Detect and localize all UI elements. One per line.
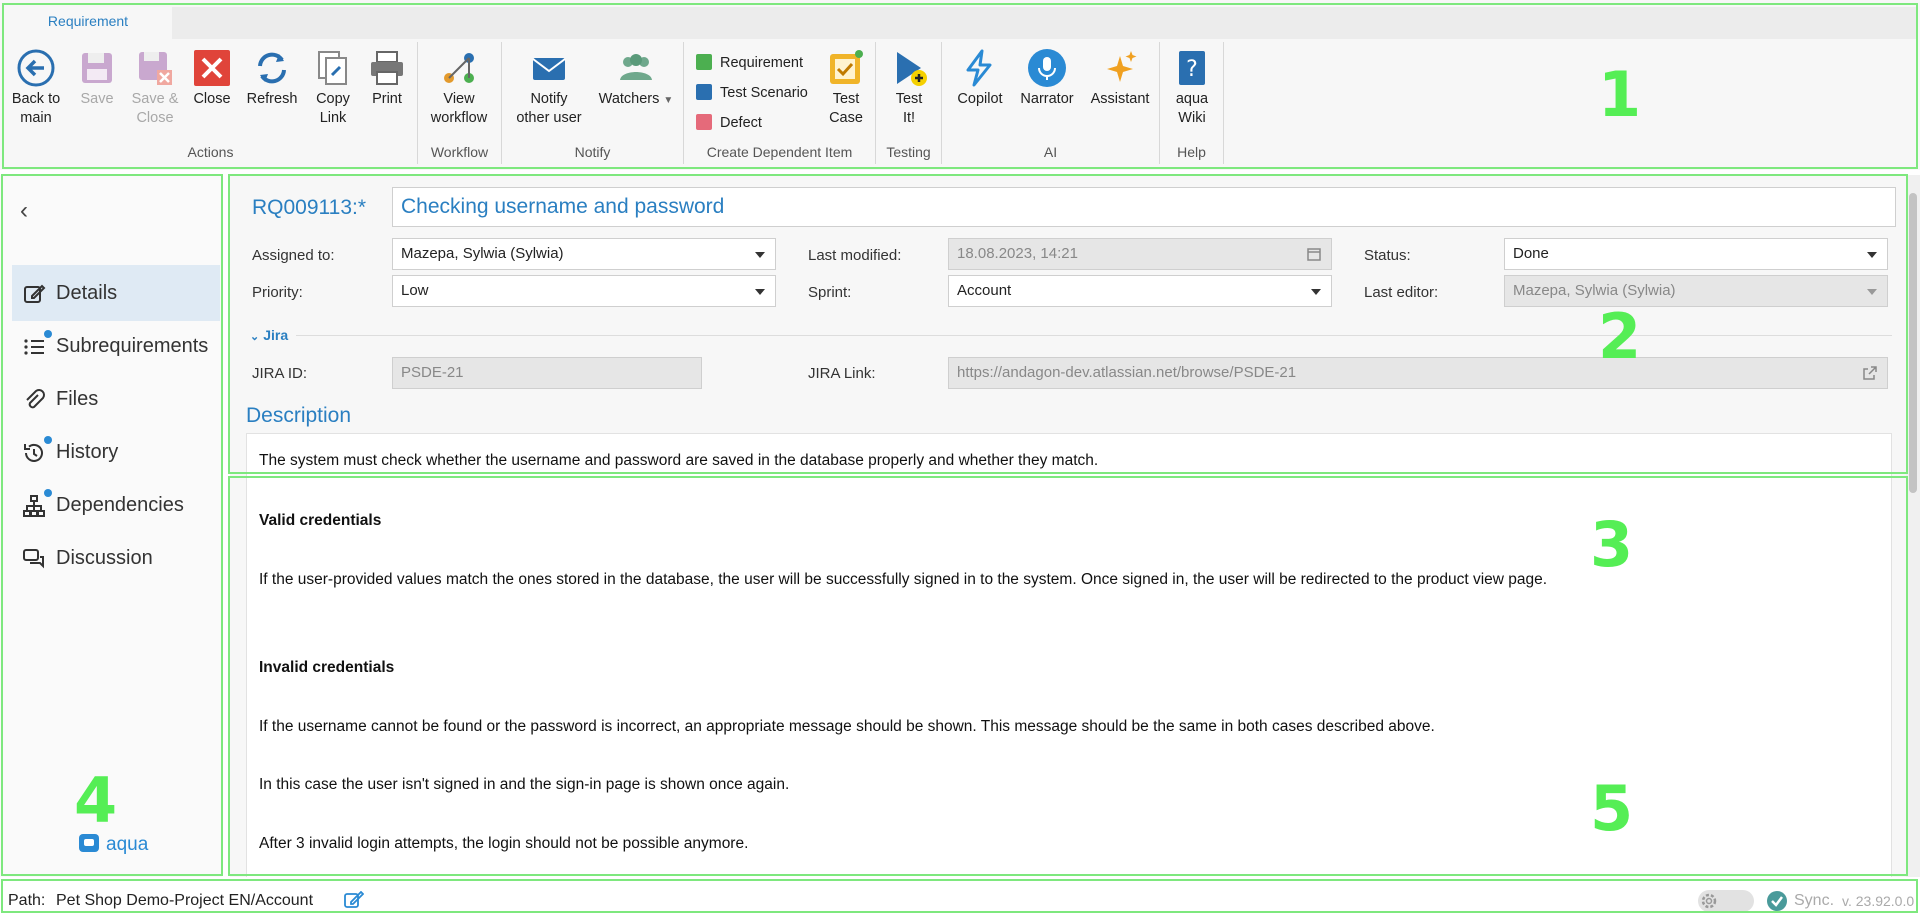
edit-icon xyxy=(22,282,46,306)
printer-icon xyxy=(367,48,407,88)
copy-link-button[interactable] xyxy=(310,48,356,128)
sprint-value: Account xyxy=(957,282,1012,299)
refresh-label: Refresh xyxy=(246,91,298,107)
group-workflow xyxy=(418,42,502,164)
requirement-icon xyxy=(696,54,712,70)
last-editor-label: Last editor: xyxy=(1364,284,1439,301)
sidebar-item-details[interactable] xyxy=(12,265,220,321)
group-help-label: Help xyxy=(1177,144,1206,160)
copilot-label: Copilot xyxy=(957,91,1003,107)
assigned-to-label: Assigned to: xyxy=(252,247,335,264)
sidebar-label-details: Details xyxy=(56,282,118,304)
sidebar-item-discussion[interactable] xyxy=(12,530,220,586)
envelope-icon xyxy=(529,48,569,88)
annotation-number-5: 5 xyxy=(1590,772,1634,845)
dropdown-caret-icon xyxy=(1311,289,1321,295)
test-case-icon xyxy=(826,48,866,88)
chat-icon xyxy=(22,547,46,571)
test-it-button[interactable] xyxy=(884,48,934,128)
copy-link-label-1: Copy xyxy=(316,91,350,107)
description-heading: Description xyxy=(246,404,352,427)
group-create-dependent-label: Create Dependent Item xyxy=(706,144,853,160)
dropdown-caret-icon xyxy=(755,252,765,258)
create-requirement-button[interactable] xyxy=(696,52,803,74)
notification-dot xyxy=(44,436,52,444)
chevron-down-icon: ▼ xyxy=(663,95,674,106)
jira-link-value: https://andagon-dev.atlassian.net/browse/PSDE-21 xyxy=(957,364,1297,381)
copy-link-icon xyxy=(313,48,353,88)
description-intro: The system must check whether the username and password are saved in the database properly and whether they match. xyxy=(259,452,1099,469)
invalid-credentials-text-3: After 3 invalid login attempts, the login should not be possible anymore. xyxy=(259,835,749,852)
narrator-button[interactable] xyxy=(1014,48,1080,109)
group-actions-label: Actions xyxy=(187,144,234,160)
group-actions xyxy=(4,42,418,164)
test-scenario-icon xyxy=(696,84,712,100)
watchers-icon xyxy=(616,48,656,88)
aqua-wiki-label-2: Wiki xyxy=(1178,110,1206,126)
version-label: v. 23.92.0.0 xyxy=(1842,893,1915,909)
history-icon xyxy=(22,441,46,465)
status-select[interactable] xyxy=(1504,238,1888,270)
priority-value: Low xyxy=(401,282,429,299)
save-close-icon xyxy=(135,48,175,88)
notify-other-user-button[interactable] xyxy=(510,48,588,128)
jira-id-label: JIRA ID: xyxy=(252,365,308,382)
chevron-down-icon: ⌄ xyxy=(250,331,260,343)
last-modified-value: 18.08.2023, 14:21 xyxy=(957,245,1078,262)
back-to-main-label-2: main xyxy=(20,110,52,126)
group-testing-label: Testing xyxy=(886,144,931,160)
scrollbar-thumb[interactable] xyxy=(1909,193,1917,493)
close-icon xyxy=(192,48,232,88)
help-book-icon xyxy=(1172,48,1212,88)
title-input[interactable]: Checking username and password xyxy=(392,187,1896,227)
save-close-label-2: Close xyxy=(136,110,174,126)
assistant-button[interactable] xyxy=(1086,48,1154,109)
sync-label: Sync. xyxy=(1794,892,1835,909)
assistant-label: Assistant xyxy=(1090,91,1150,107)
back-to-main-label-1: Back to xyxy=(11,91,61,107)
copilot-button[interactable] xyxy=(950,48,1010,109)
tab-requirement[interactable]: Requirement xyxy=(4,7,172,39)
jira-id-field: PSDE-21 xyxy=(392,357,702,389)
status-label: Status: xyxy=(1364,247,1411,264)
collapse-chevron-icon[interactable]: ‹ xyxy=(20,197,28,224)
dropdown-caret-icon xyxy=(755,289,765,295)
sprint-label: Sprint: xyxy=(808,284,852,301)
invalid-credentials-heading: Invalid credentials xyxy=(259,659,395,676)
group-testing xyxy=(876,42,942,164)
valid-credentials-heading: Valid credentials xyxy=(259,512,382,529)
vertical-scrollbar[interactable] xyxy=(1906,175,1920,877)
aqua-logo-text: aqua xyxy=(106,834,149,855)
back-arrow-icon xyxy=(16,48,56,88)
close-label: Close xyxy=(193,91,231,107)
view-workflow-label-2: workflow xyxy=(430,110,488,126)
workflow-icon xyxy=(439,48,479,88)
jira-link-label: JIRA Link: xyxy=(808,365,876,382)
lightning-icon xyxy=(960,48,1000,88)
group-workflow-label: Workflow xyxy=(430,144,489,160)
valid-credentials-text: If the user-provided values match the ones stored in the database, the user will be successfully signed in to the system. Once signed in, the user will be redirected to the product view page. xyxy=(259,571,1548,588)
details-panel xyxy=(230,175,1908,877)
path-label: Path: xyxy=(8,892,46,909)
jira-section-toggle[interactable] xyxy=(250,327,288,343)
invalid-credentials-text-2: In this case the user isn't signed in and the sign-in page is shown once again. xyxy=(259,776,790,793)
aqua-wiki-button[interactable] xyxy=(1168,48,1216,128)
save-button[interactable] xyxy=(74,48,120,109)
svg-text:?: ? xyxy=(1186,57,1198,82)
print-label: Print xyxy=(372,91,402,107)
watchers-button[interactable] xyxy=(594,48,678,110)
view-workflow-label-1: View xyxy=(443,91,475,107)
gear-icon xyxy=(1700,892,1718,910)
sprint-select[interactable] xyxy=(948,275,1332,307)
watchers-label: Watchers xyxy=(598,91,660,107)
play-icon xyxy=(889,48,929,88)
sidebar-label-files: Files xyxy=(56,388,99,410)
status-bar xyxy=(0,881,1920,915)
annotation-number-3: 3 xyxy=(1590,508,1634,581)
sidebar-item-subrequirements[interactable] xyxy=(12,318,220,374)
notify-label-1: Notify xyxy=(530,91,568,107)
sync-check-icon xyxy=(1766,890,1788,912)
create-defect-label: Defect xyxy=(720,115,762,131)
create-defect-button[interactable] xyxy=(696,112,762,134)
narrator-label: Narrator xyxy=(1020,91,1074,107)
sidebar-item-dependencies[interactable] xyxy=(12,477,220,533)
sidebar-label-subrequirements: Subrequirements xyxy=(56,335,209,357)
sidebar-item-files[interactable] xyxy=(12,371,220,427)
invalid-credentials-text-1: If the username cannot be found or the password is incorrect, an appropriate message should be shown. This message should be the same in both cases described above. xyxy=(259,718,1435,735)
save-icon xyxy=(77,48,117,88)
create-requirement-label: Requirement xyxy=(720,55,804,71)
description-editor[interactable] xyxy=(246,433,1892,877)
last-modified-label: Last modified: xyxy=(808,247,902,264)
sidebar-label-dependencies: Dependencies xyxy=(56,494,184,516)
sparkles-icon xyxy=(1100,48,1140,88)
test-case-label-1: Test xyxy=(832,91,860,107)
copy-link-label-2: Link xyxy=(319,110,347,126)
save-close-label-1: Save & xyxy=(131,91,179,107)
view-workflow-button[interactable] xyxy=(426,48,492,128)
settings-toggle[interactable] xyxy=(1698,890,1754,912)
sidebar-item-history[interactable] xyxy=(12,424,220,480)
create-test-scenario-label: Test Scenario xyxy=(720,85,808,101)
last-editor-value: Mazepa, Sylwia (Sylwia) xyxy=(1513,282,1676,299)
status-value: Done xyxy=(1513,245,1549,262)
priority-label: Priority: xyxy=(252,284,303,301)
annotation-number-2: 2 xyxy=(1598,300,1642,373)
defect-icon xyxy=(696,114,712,130)
create-test-scenario-button[interactable] xyxy=(696,82,808,104)
path-value: Pet Shop Demo-Project EN/Account xyxy=(56,892,314,909)
calendar-icon xyxy=(1307,247,1321,261)
divider xyxy=(296,335,1892,336)
test-it-label-1: Test xyxy=(895,91,923,107)
save-close-button[interactable] xyxy=(128,48,182,128)
notification-dot xyxy=(44,489,52,497)
group-notify xyxy=(502,42,684,164)
notify-label-2: other user xyxy=(516,110,582,126)
refresh-icon xyxy=(252,48,292,88)
group-create-dependent xyxy=(684,42,876,164)
list-icon xyxy=(22,335,46,359)
close-button[interactable] xyxy=(190,48,234,109)
group-notify-label: Notify xyxy=(574,144,611,160)
annotation-number-1: 1 xyxy=(1598,58,1642,131)
group-ai xyxy=(942,42,1160,164)
print-button[interactable] xyxy=(364,48,410,109)
ribbon-tab-bar xyxy=(4,7,1916,39)
test-it-label-2: It! xyxy=(902,110,916,126)
edit-path-icon[interactable] xyxy=(344,891,364,909)
save-label: Save xyxy=(80,91,114,107)
test-case-label-2: Case xyxy=(829,110,863,126)
hierarchy-icon xyxy=(22,494,46,518)
microphone-icon xyxy=(1027,48,1067,88)
priority-select[interactable] xyxy=(392,275,776,307)
back-to-main-button[interactable] xyxy=(6,48,66,128)
dropdown-caret-icon xyxy=(1867,289,1877,295)
last-modified-field xyxy=(948,238,1332,270)
jira-section-label: Jira xyxy=(263,327,289,343)
group-help xyxy=(1160,42,1224,164)
assigned-to-select[interactable] xyxy=(392,238,776,270)
external-link-icon[interactable] xyxy=(1863,366,1877,380)
refresh-button[interactable] xyxy=(244,48,300,109)
assigned-to-value: Mazepa, Sylwia (Sylwia) xyxy=(401,245,564,262)
aqua-wiki-label-1: aqua xyxy=(1175,91,1209,107)
create-test-case-button[interactable] xyxy=(822,48,870,128)
last-editor-field xyxy=(1504,275,1888,307)
paperclip-icon xyxy=(22,388,46,412)
jira-link-field xyxy=(948,357,1888,389)
annotation-number-4: 4 xyxy=(74,764,118,837)
dropdown-caret-icon xyxy=(1867,252,1877,258)
group-ai-label: AI xyxy=(1043,144,1058,160)
item-id: RQ009113:* xyxy=(252,196,367,219)
notification-dot xyxy=(44,330,52,338)
sidebar-label-discussion: Discussion xyxy=(56,547,153,569)
sidebar-label-history: History xyxy=(56,441,119,463)
